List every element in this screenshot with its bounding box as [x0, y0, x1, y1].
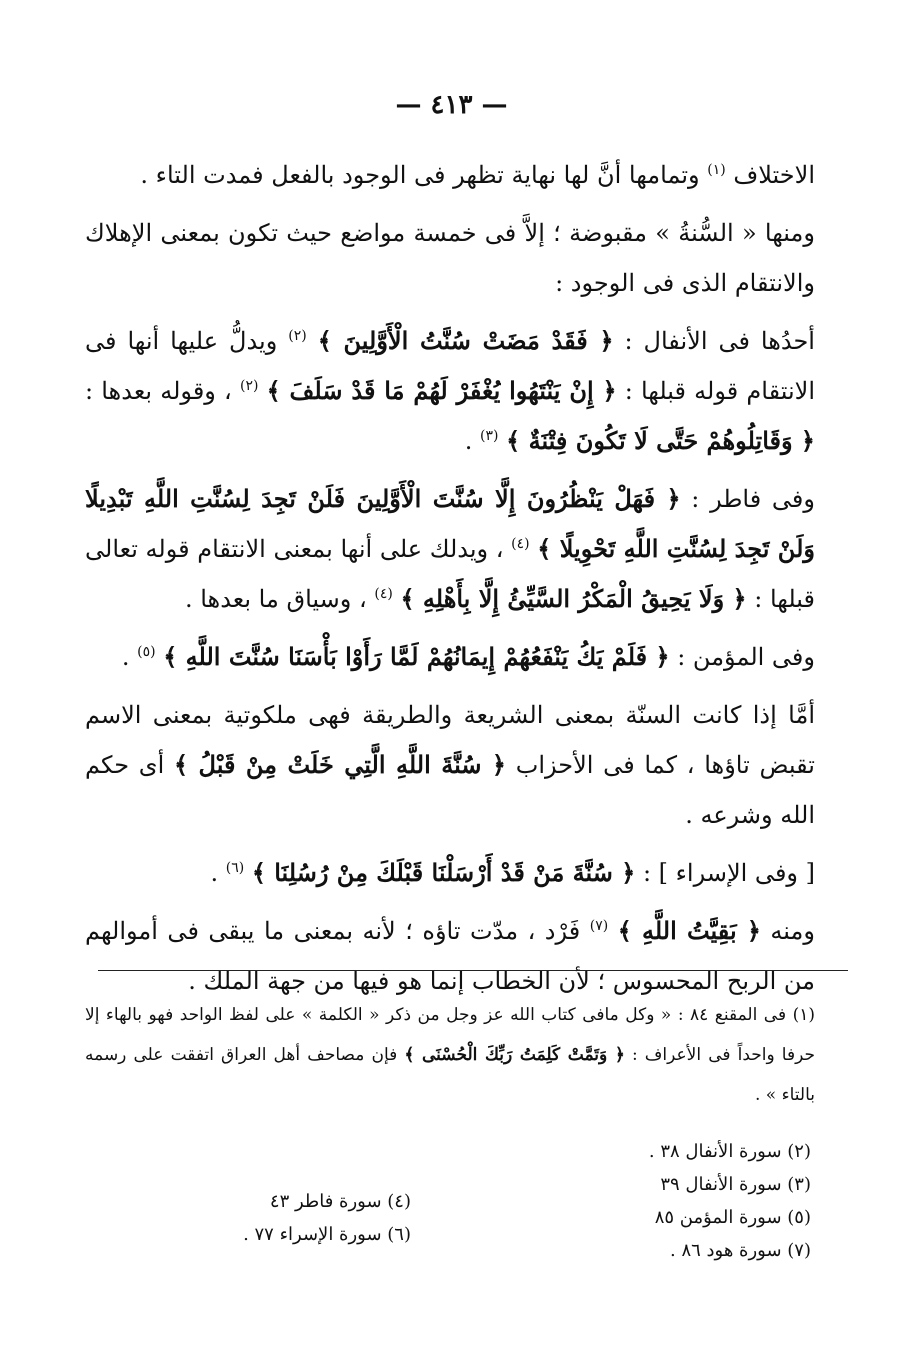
footnote-separator: [98, 970, 848, 971]
paragraph: [85, 208, 815, 308]
footnote-marker: (٧): [589, 918, 609, 934]
reference-item: (٦) سورة الإسراء ٧٧ .: [243, 1224, 411, 1245]
footnote-marker: (٦): [225, 860, 245, 876]
footnote-marker: (١): [707, 162, 726, 178]
paragraph: [85, 906, 815, 1006]
text-run: ، وقوله بعدها :: [85, 377, 232, 405]
text-run: أحدُها فى الأنفال :: [624, 327, 815, 355]
text-run: ومنها « السُّنةُ » مقبوضة ؛ إلاَّ فى خمسة مواضع حيث تكون بمعنى الإهلاك والانتقام الذى فى الوجود :: [85, 219, 815, 297]
quran-verse: ﴿ فَقَدْ مَضَتْ سُنَّتُ الْأَوَّلِينَ ﴾: [317, 326, 614, 355]
text-run: فَرْد ، مدّت تاؤه ؛ لأنه بمعنى ما يبقى فى أموالهم من الربح المحسوس ؛ لأن الخطاب إنما هو فيها من جهة الملك .: [85, 917, 815, 995]
paragraph: [85, 150, 815, 200]
quran-verse: ﴿ إِنْ يَنْتَهُوا يُغْفَرْ لَهُمْ مَا قَدْ سَلَفَ ﴾: [266, 376, 617, 405]
main-text: [85, 150, 815, 1014]
footnote-marker: (٥): [137, 644, 156, 660]
text-run: ، وسياق ما بعدها .: [184, 585, 367, 613]
text-run: الاختلاف: [733, 161, 815, 189]
reference-item: (٢) سورة الأنفال ٣٨ .: [648, 1141, 811, 1162]
footnote-1: [85, 995, 815, 1115]
paragraph: [85, 690, 815, 840]
text-run: وتمامها أنَّ لها نهاية تظهر فى الوجود بالفعل فمدت التاء .: [140, 161, 700, 189]
text-run: [ وفى الإسراء ] :: [642, 859, 815, 887]
text-run: .: [121, 643, 130, 671]
footnote-marker: (٢): [288, 328, 307, 344]
quran-verse: ﴿ بَقِيَّتُ اللَّهِ ﴾: [617, 916, 761, 945]
text-run: ويدلُّ عليها أنها فى الانتقام قوله قبلها :: [85, 327, 815, 405]
text-run: .: [210, 859, 219, 887]
quran-verse: ﴿ فَهَلْ يَنْظُرُونَ إِلَّا سُنَّتَ الْأَوَّلِينَ فَلَنْ تَجِدَ لِسُنَّتِ اللَّهِ تَبْدِيلًا وَلَنْ تَجِدَ لِسُنَّتِ اللَّهِ تَحْوِيلًا ﴾: [85, 484, 815, 563]
paragraph: [85, 474, 815, 624]
reference-item: (٥) سورة المؤمن ٨٥: [654, 1207, 811, 1228]
text-run: وفى المؤمن :: [677, 643, 815, 671]
paragraph: [85, 316, 815, 466]
quran-verse: ﴿ وَتَمَّتْ كَلِمَتُ رَبِّكَ الْحُسْنَى ﴾: [404, 1045, 625, 1065]
reference-item: (٧) سورة هود ٨٦ .: [670, 1240, 811, 1261]
references-left-column: [243, 1185, 411, 1251]
text-run: (١) فى المقنع ٨٤ : « وكل مافى كتاب الله عز وجل من ذكر « الكلمة » على لفظ الواحد فهو بالهاء إلا حرفا واحداً فى الأعراف :: [85, 1005, 816, 1065]
text-run: .: [464, 427, 473, 455]
text-run: وفى فاطر :: [691, 485, 815, 513]
footnote-marker: (٤): [374, 586, 393, 602]
footnote-marker: (٣): [480, 428, 499, 444]
text-run: أمَّا إذا كانت السنّة بمعنى الشريعة والطريقة فهى ملكوتية بمعنى الاسم تقبض تاؤها ، كما فى الأحزاب: [85, 701, 815, 779]
quran-verse: ﴿ سُنَّةَ مَنْ قَدْ أَرْسَلْنَا قَبْلَكَ مِنْ رُسُلِنَا ﴾: [251, 858, 636, 887]
paragraph: [85, 848, 815, 898]
page-number: — ٤١٣ —: [395, 90, 508, 120]
quran-verse: ﴿ فَلَمْ يَكُ يَنْفَعُهُمْ إِيمَانُهُمْ لَمَّا رَأَوْا بَأْسَنَا سُنَّتَ اللَّهِ ﴾: [163, 642, 670, 671]
quran-verse: ﴿ وَلَا يَحِيقُ الْمَكْرُ السَّيِّئُ إِلَّا بِأَهْلِهِ ﴾: [400, 584, 747, 613]
footnote-marker: (٢): [239, 378, 259, 394]
text-run: فإن مصاحف أهل العراق اتفقت على رسمه بالتاء » .: [85, 1045, 815, 1105]
text-run: ، ويدلك على أنها بمعنى الانتقام قوله تعالى قبلها :: [85, 535, 815, 613]
text-run: أى حكم الله وشرعه .: [85, 751, 815, 829]
text-run: ومنه: [770, 917, 815, 945]
footnote-marker: (٤): [511, 536, 530, 552]
quran-verse: ﴿ وَقَاتِلُوهُمْ حَتَّى لَا تَكُونَ فِتْنَةٌ ﴾: [506, 426, 815, 455]
reference-item: (٤) سورة فاطر ٤٣: [269, 1191, 411, 1212]
quran-verse: ﴿ سُنَّةَ اللَّهِ الَّتِي خَلَتْ مِنْ قَبْلُ ﴾: [174, 750, 506, 779]
references-right-column: [649, 1135, 811, 1267]
paragraph: [85, 632, 815, 682]
reference-item: (٣) سورة الأنفال ٣٩: [660, 1174, 811, 1195]
